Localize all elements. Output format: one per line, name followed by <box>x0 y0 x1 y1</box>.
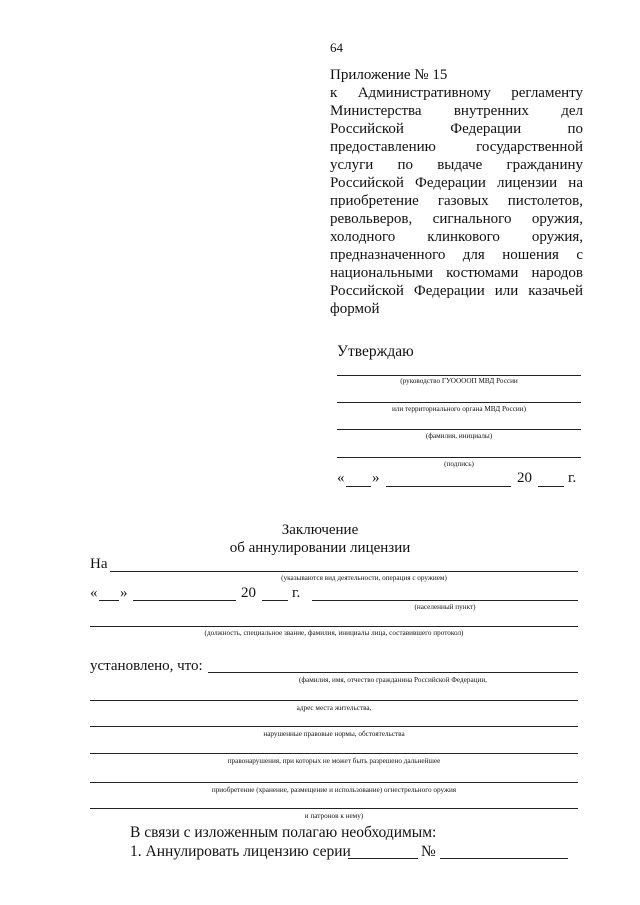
appendix-line: формой <box>330 301 380 317</box>
fio-caption: (фамилия, имя, отчество гражданина Российской Федерации, <box>299 676 487 684</box>
appendix-line: Российской Федерации лицензии на <box>330 175 583 191</box>
acquisition-field[interactable] <box>90 782 578 783</box>
acquisition-caption: приобретение (хранение, размещение и использование) огнестрельного оружия <box>211 786 457 794</box>
item1-number-sign: № <box>421 843 436 860</box>
approve-day-field[interactable] <box>346 486 371 487</box>
appendix-line: приобретение газовых пистолетов, <box>330 193 583 209</box>
date-year-field[interactable] <box>262 600 288 601</box>
violations-caption: правонарушения, при которых не может быть разрешено дальнейшее <box>227 757 441 765</box>
page-number: 64 <box>330 40 343 55</box>
norms-field[interactable] <box>90 726 578 727</box>
approve-year-prefix: 20 <box>517 470 532 486</box>
conclusion-title-1: Заключение <box>281 522 359 538</box>
approve-month-field[interactable] <box>386 486 511 487</box>
approve-caption-4: (подпись) <box>444 460 474 468</box>
approve-year-field[interactable] <box>538 486 564 487</box>
approve-title: Утверждаю <box>337 343 414 360</box>
appendix-line: Министерства внутренних дел <box>330 103 583 119</box>
position-caption: (должность, специальное звание, фамилия, инициалы лица, составившего протокол) <box>204 629 464 637</box>
approve-line-4[interactable] <box>337 457 581 458</box>
on-label: На <box>90 556 108 572</box>
date-quote-open: « <box>90 585 98 601</box>
approve-year-suffix: г. <box>568 470 577 486</box>
approve-line-1[interactable] <box>337 375 581 376</box>
ammo-caption: и патронов к нему) <box>304 812 364 820</box>
appendix-line: предоставлению государственной <box>330 139 583 155</box>
address-caption: адрес места жительства, <box>296 704 372 712</box>
appendix-line: револьверов, сигнального оружия, <box>330 211 583 227</box>
place-caption: (населенный пункт) <box>414 603 476 611</box>
place-field[interactable] <box>312 600 578 601</box>
date-month-field[interactable] <box>133 600 236 601</box>
appendix-line: холодного клинкового оружия, <box>330 229 583 245</box>
date-quote-close: » <box>120 585 128 601</box>
license-number-field[interactable] <box>440 858 568 859</box>
appendix-line: услуги по выдаче гражданину <box>330 157 583 173</box>
approve-line-2[interactable] <box>337 402 581 403</box>
ammo-field[interactable] <box>90 808 578 809</box>
violations-field[interactable] <box>90 753 578 754</box>
conclusion-text: В связи с изложенным полагаю необходимым: <box>130 824 437 841</box>
approve-caption-2: или территориального органа МВД России) <box>391 405 527 413</box>
approve-quote-close: » <box>372 470 380 486</box>
approve-quote-open: « <box>337 470 345 486</box>
appendix-line: национальными костюмами народов <box>330 265 583 281</box>
position-field[interactable] <box>90 626 578 627</box>
appendix-line: Российской Федерации или казачьей <box>330 283 583 299</box>
approve-caption-1: (руководство ГУООООП МВД России <box>400 377 518 385</box>
conclusion-title-2: об аннулировании лицензии <box>229 540 411 556</box>
appendix-line: Приложение № 15 <box>330 67 448 83</box>
license-series-field[interactable] <box>348 858 418 859</box>
fio-field[interactable] <box>208 672 578 673</box>
approve-caption-3: (фамилия, инициалы) <box>425 432 493 440</box>
activity-field[interactable] <box>110 571 578 572</box>
date-year-suffix: г. <box>292 585 301 601</box>
appendix-line: Российской Федерации по <box>330 121 583 137</box>
activity-caption: (указываются вид деятельности, операция с оружием) <box>281 574 447 582</box>
address-field[interactable] <box>90 700 578 701</box>
appendix-line: к Административному регламенту <box>330 85 583 101</box>
approve-line-3[interactable] <box>337 429 581 430</box>
appendix-line: предназначенного для ношения с <box>330 247 583 263</box>
item1-label: 1. Аннулировать лицензию серии <box>130 843 351 860</box>
norms-caption: нарушенные правовые нормы, обстоятельства <box>263 730 405 738</box>
date-year-prefix: 20 <box>241 585 256 601</box>
date-day-field[interactable] <box>99 600 119 601</box>
established-label: установлено, что: <box>90 658 203 674</box>
